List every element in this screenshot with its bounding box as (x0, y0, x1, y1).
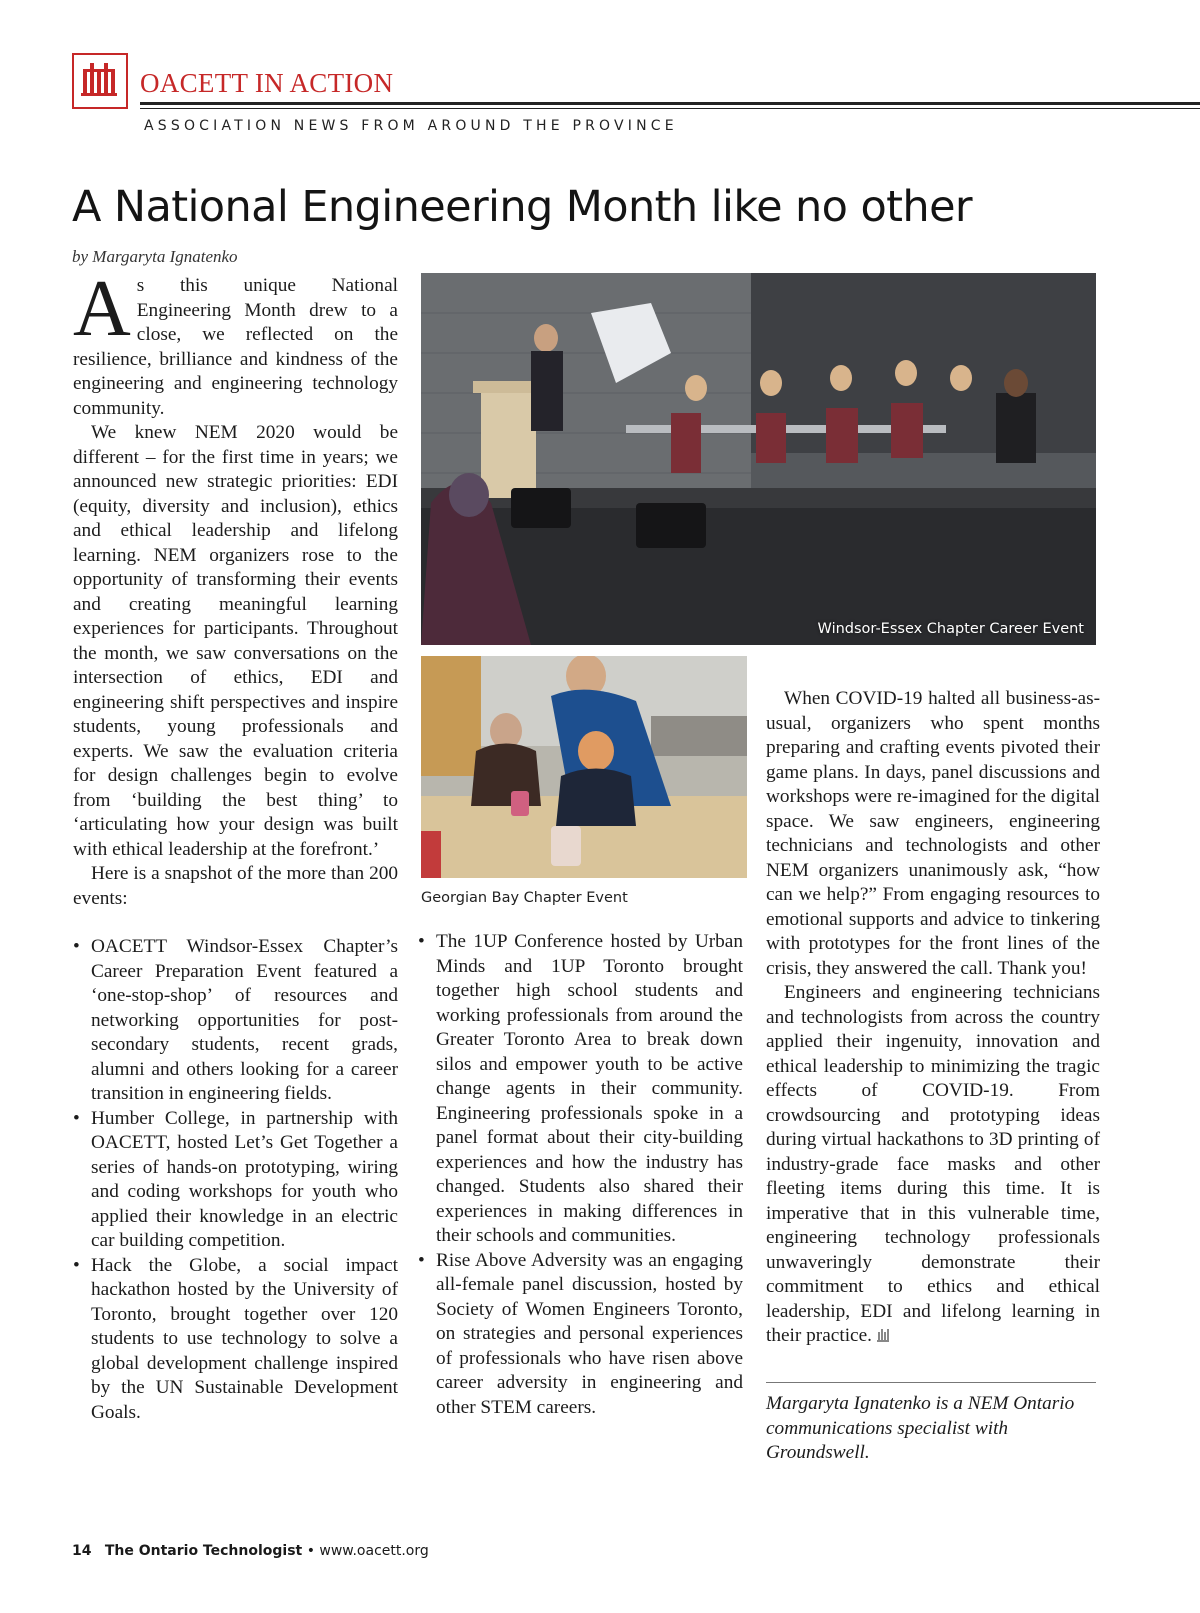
bullet-item (418, 930, 743, 1249)
article-byline: by Margaryta Ignatenko (72, 247, 238, 266)
end-mark-icon (876, 1328, 890, 1342)
oacett-logo-mark (74, 55, 126, 107)
bullet-text: The 1UP Conference hosted by Urban Minds and 1UP Toronto brought together high school students and working professionals from around the Greater Toronto Area to break down silos and empower youth to be active change agents in their community. Engineering professionals spoke in a panel format about their city-building experiences and how the industry has changed. Students also shared their experiences in making differences in their schools and communities. (436, 931, 743, 1246)
bullet-item (73, 1107, 398, 1254)
photo-kids-event (421, 656, 747, 878)
bio-divider (766, 1382, 1096, 1383)
section-subtitle: ASSOCIATION NEWS FROM AROUND THE PROVINCE (144, 118, 678, 134)
bullet-dot: • (73, 1107, 80, 1129)
bullet-list-col2 (418, 930, 743, 1420)
column-1 (73, 265, 398, 1425)
column-2 (418, 930, 743, 1420)
panel-photo-image (421, 273, 1096, 645)
footer-website[interactable]: www.oacett.org (319, 1543, 429, 1559)
page-number: 14 (72, 1543, 92, 1559)
bullet-item (73, 935, 398, 1107)
lead-text: s this unique National Engineering Month drew to a close, we reflected on the resilience, brilliance and kindness of the engineering and engineering technology community. (73, 275, 398, 419)
photo-panel-event (421, 273, 1096, 645)
column-3 (766, 687, 1100, 1349)
bullet-text: OACETT Windsor-Essex Chapter’s Career Preparation Event featured a ‘one-stop-shop’ of resources and networking opportunities for post-secondary students, recent grads, alumni and others looking for a career transition in engineering fields. (91, 936, 398, 1104)
section-title: OACETT IN ACTION (140, 68, 394, 98)
bullet-dot: • (73, 1254, 80, 1276)
lead-paragraph (73, 265, 398, 421)
paragraph-3: Here is a snapshot of the more than 200 events: (73, 863, 398, 909)
photo2-caption: Georgian Bay Chapter Event (421, 890, 628, 906)
publication-name: The Ontario Technologist (104, 1543, 303, 1559)
paragraph-covid: When COVID-19 halted all business-as-usual, organizers who spent months preparing and crafting events pivoted their game plans. In days, panel discussions and workshops were re-imagined for the digital space. We saw engineers, engineering technicians and technologists and other NEM organizers unanimously ask, “how can we help?” From engaging resources to emotional supports and advice to tinkering with prototypes for the front lines of the crisis, they answered the call. Thank you! (766, 688, 1100, 979)
author-bio: Margaryta Ignatenko is a NEM Ontario communications specialist with Groundswell. (766, 1393, 1075, 1463)
bullet-text: Rise Above Adversity was an engaging all-female panel discussion, hosted by Society of Women Engineers Toronto, on strategies and personal experiences of professionals who have risen above career adversity in engineering and other STEM careers. (436, 1249, 743, 1418)
bullet-dot: • (418, 931, 425, 952)
kids-photo-image (421, 656, 747, 878)
footer-separator: • (306, 1543, 315, 1559)
article-headline: A National Engineering Month like no other (72, 182, 973, 232)
bullet-list-col1 (73, 935, 398, 1425)
paragraph-final (766, 981, 1100, 1349)
paragraph-2: We knew NEM 2020 would be different – for the first time in years; we announced new strategic priorities: EDI (equity, diversity and inclusion), ethics and ethical leadership and lifelong learning. NEM organizers rose to the opportunity of transforming their events and creating meaningful learning experiences for participants. Throughout the month, we saw conversations on the intersection of ethics, EDI and engineering shift perspectives and inspire students, young professionals and experts. We saw the evaluation criteria for design challenges begin to evolve from ‘building the best thing’ to ‘articulating how your design was built with ethical leadership at the forefront.’ (73, 422, 398, 860)
bullet-dot: • (418, 1249, 425, 1271)
bullet-text: Humber College, in partnership with OACETT, hosted Let’s Get Together a series of hands-on prototyping, wiring and coding workshops for youth who applied their knowledge in an electric car building competition. (91, 1107, 398, 1251)
paragraph-final-text: Engineers and engineering technicians and technologists from across the country applied their ingenuity, innovation and ethical leadership to minimizing the tragic effects of COVID-19. From crowdsourcing and prototyping ideas during virtual hackathons to 3D printing of industry-grade face masks and other fleeting items during this time. It is imperative that in this vulnerable time, engineering technology professionals unwaveringly demonstrate their commitment to ethics and ethical leadership, EDI and lifelong learning in their practice. (766, 982, 1100, 1346)
header-rule-thin (140, 108, 1200, 109)
oacett-logo (72, 53, 128, 109)
header-rule (140, 102, 1200, 105)
drop-cap: A (73, 265, 131, 353)
photo1-caption: Windsor-Essex Chapter Career Event (817, 621, 1084, 637)
bullet-dot: • (73, 936, 80, 957)
bullet-item (418, 1249, 743, 1421)
page-footer (72, 1543, 429, 1559)
bullet-item (73, 1254, 398, 1426)
bullet-text: Hack the Globe, a social impact hackathon hosted by the University of Toronto, brought together over 120 students to use technology to solve a global development challenge inspired by the UN Sustainable Development Goals. (91, 1254, 398, 1423)
